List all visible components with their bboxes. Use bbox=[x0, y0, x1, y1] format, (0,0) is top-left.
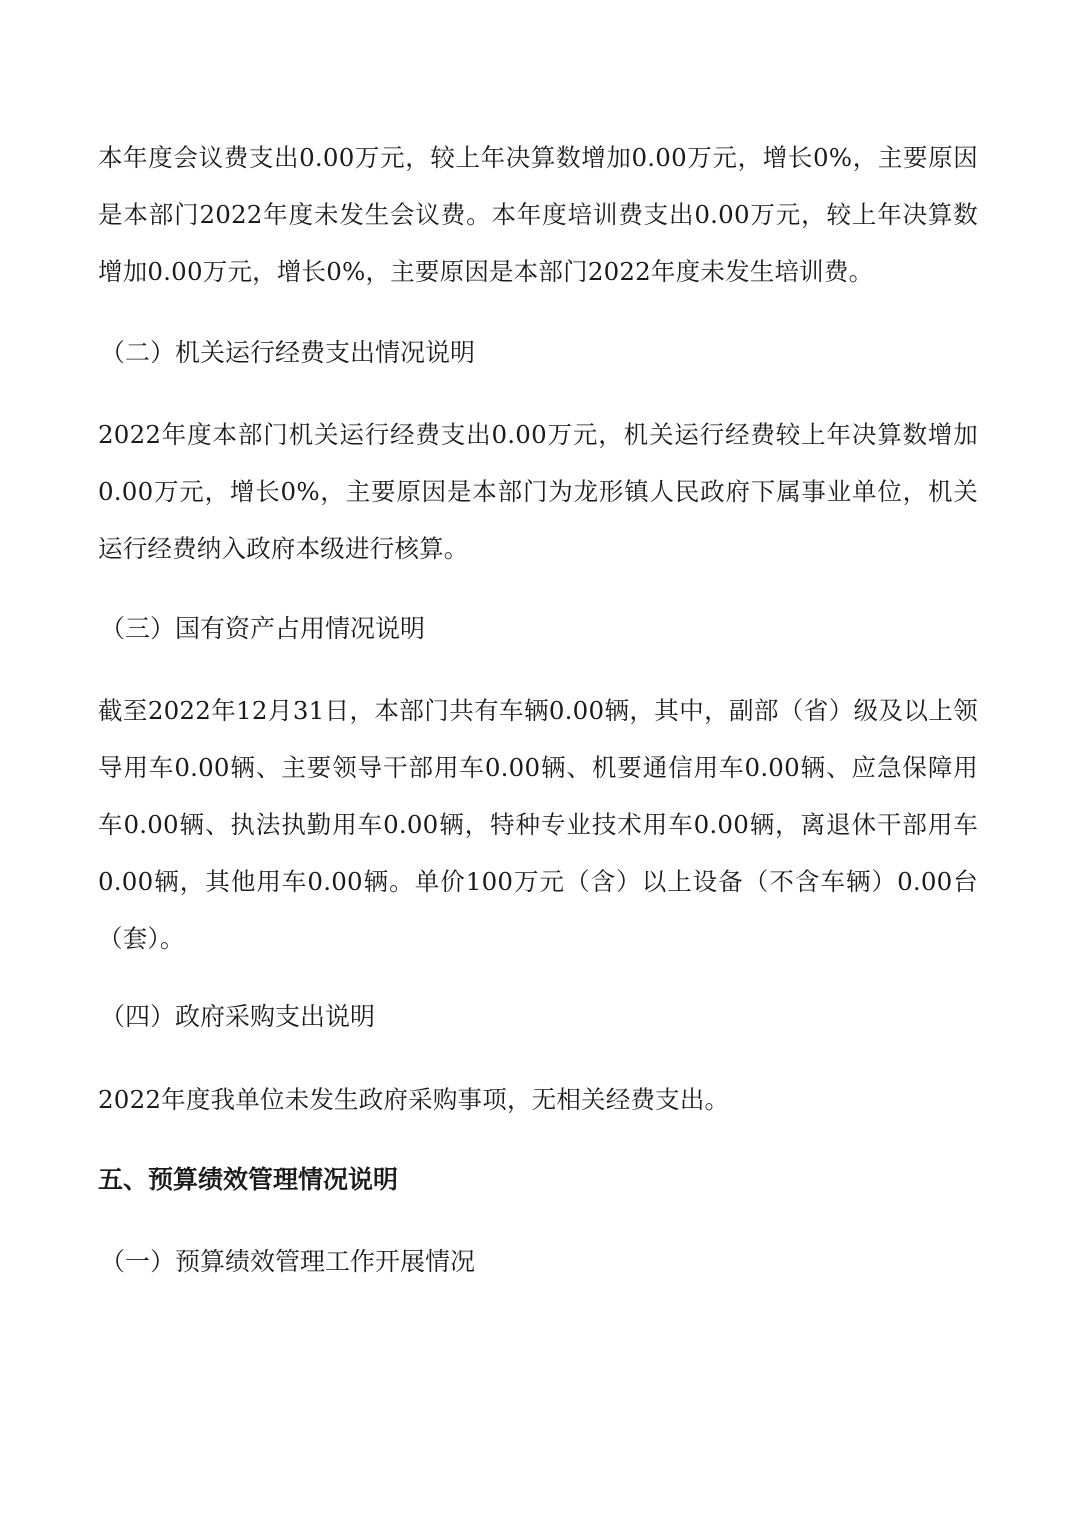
heading-government-procurement: （四）政府采购支出说明 bbox=[100, 1002, 376, 1031]
paragraph-government-procurement: 2022年度我单位未发生政府采购事项，无相关经费支出。 bbox=[98, 1085, 730, 1114]
heading-office-operation-expenses: （二）机关运行经费支出情况说明 bbox=[100, 338, 476, 367]
heading-budget-performance: 五、预算绩效管理情况说明 bbox=[98, 1165, 399, 1194]
paragraph-meeting-training-fees: 本年度会议费支出0.00万元，较上年决算数增加0.00万元，增长0%，主要原因是本部门2022年度未发生会议费。本年度培训费支出0.00万元，较上年决算数增加0.00万元，增长0%，主要原因是本部门2022年度未发生培训费。 bbox=[98, 143, 978, 286]
heading-budget-performance-work: （一）预算绩效管理工作开展情况 bbox=[100, 1247, 476, 1276]
heading-state-assets: （三）国有资产占用情况说明 bbox=[100, 614, 426, 643]
paragraph-state-assets: 截至2022年12月31日，本部门共有车辆0.00辆，其中，副部（省）级及以上领导用车0.00辆、主要领导干部用车0.00辆、机要通信用车0.00辆、应急保障用车0.00辆、执法执勤用车0.00辆，特种专业技术用车0.00辆，离退休干部用车0.00辆，其他用车0.00辆。单价100万元（含）以上设备（不含车辆）0.00台（套）。 bbox=[98, 696, 978, 953]
paragraph-office-operation-expenses: 2022年度本部门机关运行经费支出0.00万元，机关运行经费较上年决算数增加0.00万元，增长0%，主要原因是本部门为龙形镇人民政府下属事业单位，机关运行经费纳入政府本级进行核算。 bbox=[98, 420, 978, 563]
